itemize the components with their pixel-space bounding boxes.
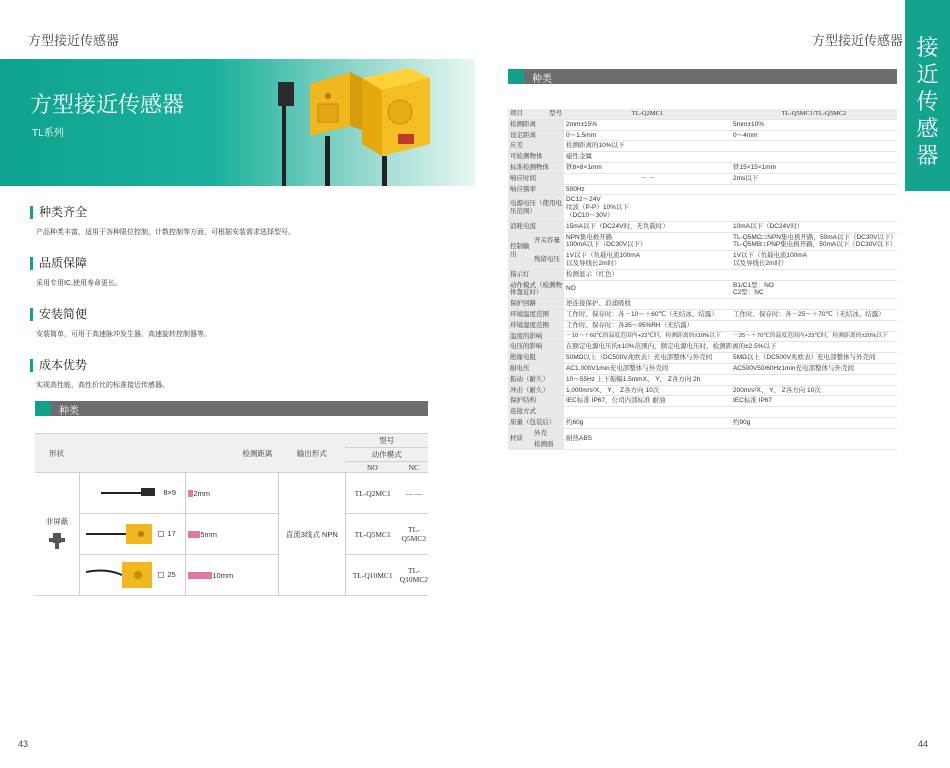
feature-desc: 采用专用IC,使用寿命更长。 [36, 280, 122, 287]
spec-value: 0～1.5mm [564, 130, 731, 141]
output-type: 直流3线式 NPN [278, 473, 345, 596]
distance-bar [188, 572, 212, 579]
spec-value: TL-Q5MB□:PNP集电极开路，50mA以下（DC30V以下） [733, 241, 897, 249]
spec-label: 可检测物体 [508, 152, 564, 163]
spec-row [508, 396, 897, 407]
spec-row [508, 269, 897, 280]
spec-value: （DC10～30V） [566, 211, 614, 219]
spec-value: 逆连接保护、浪涌吸收 [564, 299, 897, 310]
spec-value: 工作时、保存时：各－25～＋70℃（无结冰、结露） [731, 309, 897, 320]
spec-row [508, 353, 897, 364]
spec-row [508, 251, 897, 270]
right-page-number: 44 [918, 739, 929, 749]
spec-label: 振动（耐久） [508, 374, 564, 385]
spec-sublabel: 检测面 [532, 439, 564, 450]
model-nc: TL-Q10MC2 [400, 555, 428, 596]
feature-desc: 产品种类丰富，适用于各种限位控制，计数控制等方面，可根据安装需求选择型号。 [36, 229, 295, 236]
sensor-size: 8×9 [163, 487, 177, 497]
spec-row [508, 130, 897, 141]
spec-value: AC500V50/60Hz1min充电部整体与外壳间 [731, 363, 897, 374]
spec-row [508, 195, 897, 221]
spec-label: 保护回路 [508, 299, 564, 310]
spec-label: 连接方式 [508, 407, 564, 418]
feature-list [30, 206, 450, 390]
spec-label: 保护结构 [508, 396, 564, 407]
spec-value: 约60g [564, 417, 731, 428]
spec-value: 耐热ABS [564, 428, 897, 450]
spec-value: 铁15×15×1mm [731, 162, 897, 173]
sidebar-char: 感 [916, 116, 939, 141]
spec-label: 质量（包装后） [508, 417, 564, 428]
spec-value: 检测显示（红色） [564, 269, 897, 280]
left-page-header: 方型接近传感器 [28, 33, 120, 48]
col-distance: 检测距离 [186, 434, 279, 473]
spec-row [508, 417, 897, 428]
banner-subtitle: TL系列 [32, 128, 64, 139]
feature-desc: 实现高性能，高性价比的标准接近传感器。 [36, 382, 169, 389]
types-bar-label: 种类 [532, 74, 552, 85]
spec-label: 标准检测物体 [508, 162, 564, 173]
spec-value: 以及导线长2m时） [566, 259, 621, 267]
spec-value: 铁8×8×1mm [564, 162, 731, 173]
spec-value: NPN集电极开路 [566, 233, 613, 241]
spec-label: 环境湿度范围 [508, 320, 564, 331]
model-no: TL-Q5MC1 [345, 514, 399, 555]
sidebar-char: 传 [916, 89, 939, 114]
model-no: TL-Q2MC1 [345, 473, 399, 514]
spec-label: 响应时间 [508, 173, 564, 184]
left-page-number: 43 [18, 739, 29, 749]
spec-label: 检测距离 [508, 119, 564, 130]
spec-value: 检测距离的10%以下 [564, 141, 897, 152]
spec-row [508, 141, 897, 152]
sidebar-char: 近 [916, 62, 939, 87]
spec-row [508, 119, 897, 130]
feature-desc: 安装简单，可用于高速脉冲发生器，高速旋转控制器等。 [36, 331, 211, 338]
types-bar-label: 种类 [59, 406, 79, 417]
feature-title: 安装简便 [30, 308, 450, 321]
shape-label: 非屏蔽 [45, 516, 69, 526]
spec-label: 电压的影响 [508, 342, 564, 353]
right-page-header: 方型接近传感器 [812, 33, 904, 48]
spec-value: 0～4mm [731, 130, 897, 141]
spec-value: 2mm±15% [564, 119, 731, 130]
spec-row [508, 374, 897, 385]
spec-label: 电源电压（使用电压范围） [508, 195, 564, 221]
spec-head-model: 型号 [549, 110, 562, 117]
spec-value: 1V以下（负载电流100mA [733, 252, 808, 260]
model-nc: — — [400, 473, 428, 514]
spec-label: 动作模式（检测物体靠近时） [508, 280, 564, 299]
sensor-8x9-icon [101, 485, 161, 501]
spec-value: 500Hz [564, 184, 731, 195]
col-shape: 形状 [35, 434, 80, 473]
feature-item [30, 359, 450, 390]
spec-label: 应差 [508, 141, 564, 152]
spec-label: 耐电压 [508, 363, 564, 374]
spec-value: 1V以下（负载电流100mA [566, 252, 641, 260]
spec-row [508, 363, 897, 374]
spec-value: 工作时、保存时：各35～95%RH（无结露） [564, 320, 897, 331]
spec-value: 15mA以下（DC24V时，无负载时） [564, 221, 731, 232]
sidebar-char: 器 [916, 143, 939, 168]
distance-value: 5mm [200, 529, 218, 539]
sensor-25-icon [86, 560, 156, 590]
spec-row [508, 309, 897, 320]
spec-head-item: 项目 [510, 110, 523, 117]
table-row [35, 555, 428, 596]
spec-value: 以及导线长2m时） [733, 259, 788, 267]
spec-head-col1: TL-Q2MC1 [564, 109, 731, 119]
spec-row [508, 232, 897, 251]
spec-value: 5mm±10% [731, 119, 897, 130]
feature-item [30, 257, 450, 288]
col-output: 输出形式 [278, 434, 345, 473]
spec-row [508, 299, 897, 310]
table-row [35, 473, 428, 514]
spec-row [508, 428, 897, 439]
spec-value: DC12～24V [566, 196, 601, 204]
sensor-medium-icon [310, 72, 362, 186]
table-row [35, 514, 428, 555]
col-mode: 动作模式 [345, 448, 428, 462]
distance-bar [188, 531, 200, 538]
spec-row [508, 331, 897, 342]
spec-row [508, 280, 897, 299]
spec-label: 环境温度范围 [508, 309, 564, 320]
types-table [35, 433, 428, 596]
spec-label: 消耗电流 [508, 221, 564, 232]
spec-row [508, 173, 897, 184]
distance-value: 2mm [193, 488, 211, 498]
distance-value: 10mm [212, 570, 234, 580]
spec-label: 控制输出 [508, 232, 532, 269]
types-section-bar [35, 401, 428, 416]
spec-value: IEC标准 IP67 [731, 396, 897, 407]
spec-label: 材质 [508, 428, 532, 450]
spec-value: 200m/s²X、 Y、 Z各方向 10次 [731, 385, 897, 396]
product-photo [270, 64, 445, 186]
spec-row [508, 342, 897, 353]
spec-row [508, 184, 897, 195]
spec-value: 纹波（P-P）10%以下 [566, 204, 629, 212]
spec-value: 在额定电源电压的±10%范围内，额定电源电压时，检测距离的±2.5%以下 [564, 342, 897, 353]
model-no: TL-Q10MC1 [345, 555, 399, 596]
sensor-small-icon [278, 82, 294, 186]
sensor-17-icon [86, 522, 156, 546]
spec-value: 5MΩ以上（DC500V兆欧表）充电部整体与外壳间 [731, 353, 897, 364]
col-nc: NC [400, 462, 428, 473]
banner-title: 方型接近传感器 [30, 92, 185, 117]
spec-row [508, 407, 897, 418]
spec-value: －10～＋60℃的温度范围内+23℃时，检测距离的±10%以下 [564, 331, 731, 342]
spec-label: 温度的影响 [508, 331, 564, 342]
spec-label: 绝缘电阻 [508, 353, 564, 364]
vertical-sidebar [905, 0, 950, 191]
spec-sublabel: 残留电压 [532, 251, 564, 270]
spec-value: 10mA以下（DC24V时） [731, 221, 897, 232]
spec-label: 冲击（耐久） [508, 385, 564, 396]
sensor-size: 25 [167, 569, 176, 579]
spec-value: 工作时、保存时：各－10～＋60℃（无结冰、结露） [564, 309, 731, 320]
spec-value: B1/C1型：NO [733, 281, 774, 289]
spec-value: 磁性金属 [564, 152, 897, 163]
spec-value: － － [564, 173, 731, 184]
spec-label: 响应频率 [508, 184, 564, 195]
spec-row [508, 152, 897, 163]
spec-value: 1,000m/s²X、 Y、 Z各方向 10次 [564, 385, 731, 396]
spec-value: 约90g [731, 417, 897, 428]
col-no: NO [345, 462, 399, 473]
col-model: 型号 [345, 434, 428, 448]
spec-value: C2型：NC [733, 289, 764, 297]
spec-label: 设定距离 [508, 130, 564, 141]
spec-row [508, 320, 897, 331]
spec-value: －25～＋70℃的温度范围内+23℃时，检测距离的±20%以下 [731, 331, 897, 342]
feature-item [30, 206, 450, 237]
spec-row [508, 385, 897, 396]
spec-value: TL-Q5MC□:NPN集电极开路，50mA以下（DC30V以下） [733, 233, 897, 241]
unshielded-symbol-icon [44, 531, 70, 551]
spec-value: NO [564, 280, 731, 299]
feature-title: 成本优势 [30, 359, 450, 372]
spec-value: IEC标准 IP67，公司内部标准 耐油 [564, 396, 731, 407]
spec-table [508, 109, 897, 450]
types-section-bar-right [508, 69, 897, 84]
spec-sublabel: 外壳 [532, 428, 564, 439]
spec-value: AC1,000V1min充电部整体与外壳间 [564, 363, 731, 374]
spec-row [508, 162, 897, 173]
spec-head-col2: TL-Q5MC1/TL-Q5MC2 [731, 109, 897, 119]
spec-value: 50MΩ以上（DC500V兆欧表）充电部整体与外壳间 [564, 353, 731, 364]
spec-value: 2ms以下 [731, 173, 897, 184]
spec-value: 10～55Hz 上下振幅1.5mmX、 Y、 Z各方向 2h [564, 374, 897, 385]
sensor-large-icon [362, 68, 430, 186]
feature-title: 品质保障 [30, 257, 450, 270]
sidebar-char: 接 [916, 35, 939, 60]
sensor-size: 17 [167, 528, 176, 538]
model-nc: TL-Q5MC2 [400, 514, 428, 555]
spec-label: 指示灯 [508, 269, 564, 280]
spec-value: 100mA以下（DC30V以下） [566, 241, 647, 249]
spec-row [508, 221, 897, 232]
feature-title: 种类齐全 [30, 206, 450, 219]
feature-item [30, 308, 450, 339]
spec-sublabel: 开关容量 [532, 232, 564, 251]
